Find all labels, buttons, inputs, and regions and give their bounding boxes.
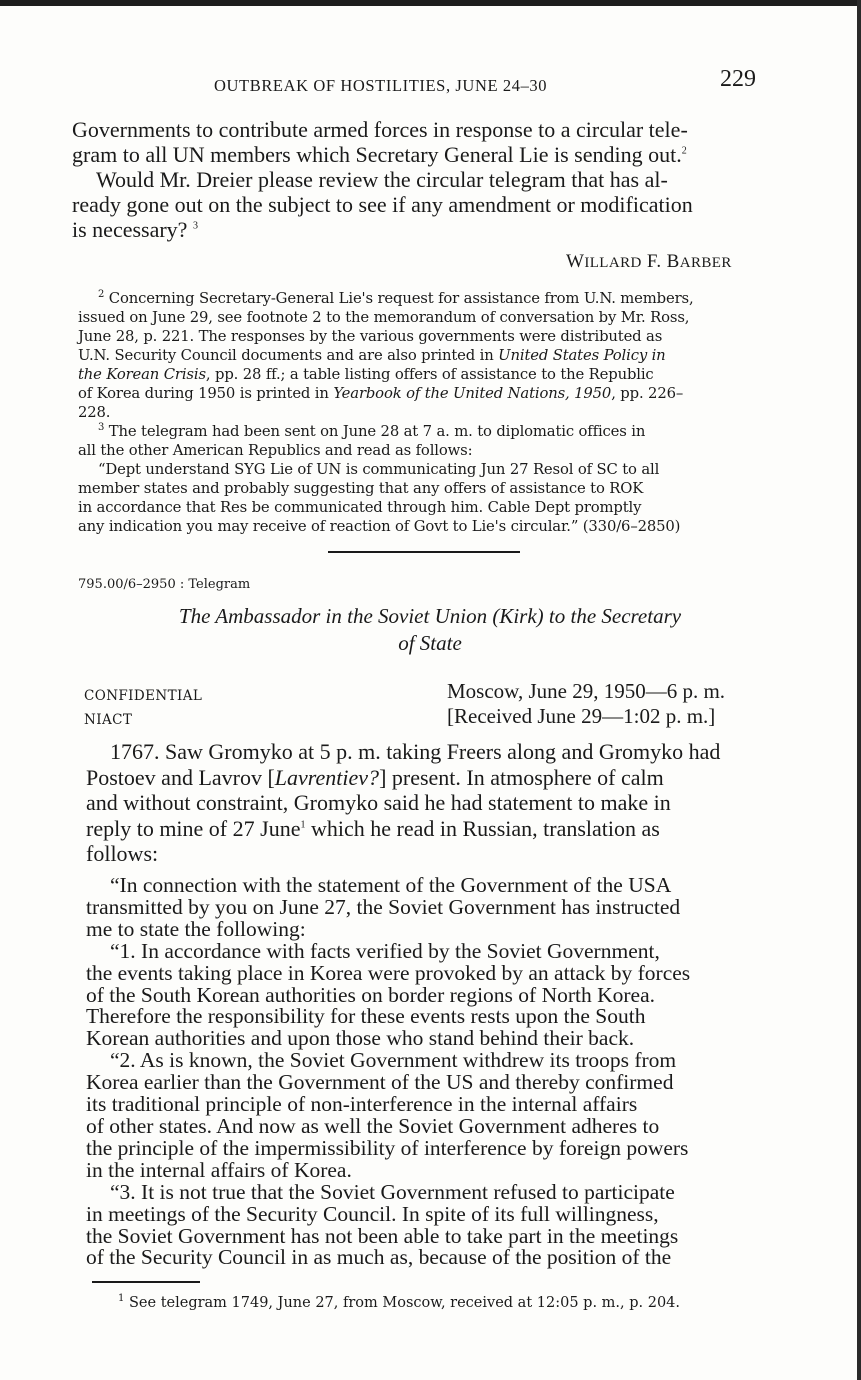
footnote-ref: 2 [681, 145, 687, 157]
footnote-rule [92, 1281, 200, 1283]
opening-paragraph [72, 117, 760, 242]
telegram-paragraph: 1767. Saw Gromyko at 5 p. m. taking Freers along and Gromyko had Postoev and Lavrov [Lavrentiev?] present. In atmosphere of calm and without constraint, Gromyko said he had statement to make in reply to mine of 27 June$^1$ which he read in Russian, translation as follows: [86, 739, 721, 867]
classification: CONFIDENTIAL [84, 688, 203, 704]
footnote-ref: 3 [192, 220, 198, 232]
body-line: Governments to contribute armed forces in response to a circular tele- [72, 117, 688, 142]
quoted-statement: “In connection with the statement of the Government of the USA transmitted by you on June 27, the Soviet Government has instructed me to state the following: “1. In accordance with facts verified by the Soviet Government, the events taking place in Korea were provoked by an attack by forces of the South Korean authorities on border regions of North Korea. Therefore the responsibility for these events rests upon the South Korean authorities and upon those who stand behind their back. “2. As is known, the Soviet Government withdrew its troops from Korea earlier than the Government of the US and thereby confirmed its traditional principle of non-interference in the internal affairs of other states. And now as well the Soviet Government adheres to the principle of the impermissibility of interference by foreign powers in the internal affairs of Korea. “3. It is not true that the Soviet Government refused to participate in meetings of the Security Council. In spite of its full willingness, the Soviet Government has not been able to take part in the meetings of the Security Council in as much as, because of the position of the [86, 873, 691, 1270]
running-head: OUTBREAK OF HOSTILITIES, JUNE 24–30 [214, 76, 548, 95]
dateline: Moscow, June 29, 1950—6 p. m. [447, 679, 726, 703]
received-line: [Received June 29—1:02 p. m.] [447, 704, 716, 728]
document-title: The Ambassador in the Soviet Union (Kirk) to the Secretary of State [178, 604, 682, 655]
section-divider [328, 551, 520, 553]
footnote-marker: 3 [98, 422, 105, 434]
footnote-3: $^3$ The telegram had been sent on June 28 at 7 a. m. to diplomatic offices in all the other American Republics and read as follows: “Dept understand SYG Lie of UN is communicating Jun 27 Resol of SC to all member states and probably suggesting that any offers of assistance to ROK in accordance that Res be communicated through him. Cable Dept promptly any indication you may receive of reaction of Govt to Lie's circular.” (330/6–2850) [78, 422, 681, 535]
footnote-2: $^2$ Concerning Secretary-General Lie's request for assistance from U.N. members, issued on June 29, see footnote 2 to the memorandum of conversation by Mr. Ross, June 28, p. 221. The responses by the various governments were distributed as U.N. Security Council documents and are also printed in United States Policy in the Korean Crisis, pp. 28 ff.; a table listing offers of assistance to the Republic of Korea during 1950 is printed in Yearbook of the United Nations, 1950, pp. 226– 228. [78, 289, 694, 421]
body-line: Would Mr. Dreier please review the circular telegram that has al- [96, 167, 668, 192]
page-number: 229 [720, 66, 756, 92]
body-line: is necessary? $^3$ [72, 217, 198, 242]
footnote-1: $^1$ See telegram 1749, June 27, from Moscow, received at 12:05 p. m., p. 204. [118, 1293, 681, 1311]
body-line: gram to all UN members which Secretary General Lie is sending out.$^2$ [72, 142, 687, 167]
signature: WILLARD F. BARBER [566, 251, 732, 272]
document-id: 795.00/6–2950 : Telegram [78, 577, 251, 592]
footnote-marker: 2 [98, 289, 105, 301]
precedence: NIACT [84, 712, 133, 728]
body-line: ready gone out on the subject to see if any amendment or modification [72, 192, 693, 217]
footnote-ref: 1 [300, 819, 306, 831]
